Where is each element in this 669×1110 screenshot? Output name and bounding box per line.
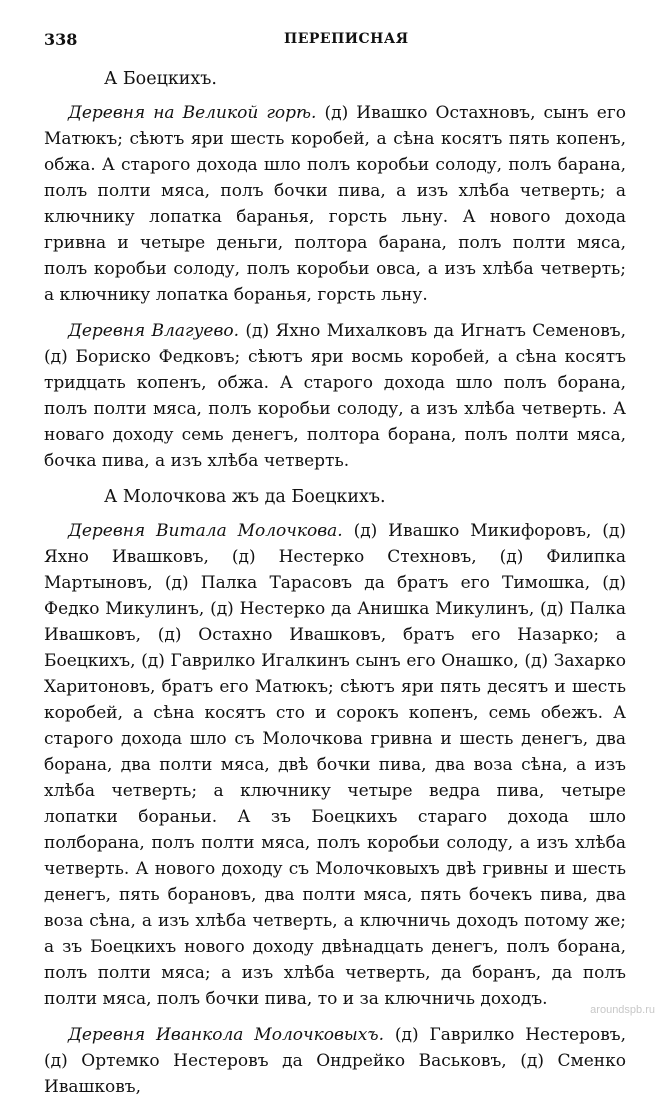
paragraph-text: (д) Ивашко Остахновъ, сынъ его Матюкъ; сѣютъ яри шесть коробей, а сѣна косятъ пять копенъ, обжа. А старого дохода шло полъ коробьи солоду, полъ барана, полъ полти мяса, полъ бочки пива, а изъ хлѣба четверть; а ключнику лопатка баранья, горсть льну. А нового дохода гривна и четыре деньги, полтора барана, полъ полти мяса, полъ коробьи солоду, полъ коробьи овса, а изъ хлѣба четверть; а ключнику лопатка боранья, горсть льну. [44, 103, 626, 305]
village-name: Деревня Иванкола Молочковыхъ. [68, 1025, 385, 1045]
village-name: Деревня Витала Молочкова. [68, 521, 343, 541]
running-head [44, 30, 626, 50]
paragraph-text: (д) Гаврилко Нестеровъ, (д) Ортемко Нестеровъ да Ондрейко Васьковъ, (д) Сменко Ивашковъ, [44, 1025, 627, 1097]
section-heading: А Боецкихъ. [104, 69, 217, 89]
watermark: aroundspb.ru [590, 1004, 655, 1016]
paragraph-velikaya-gora [44, 100, 626, 308]
section-boetskikh [44, 66, 626, 474]
paragraph-text: (д) Яхно Михалковъ да Игнатъ Семеновъ, (д) Бориско Федковъ; сѣютъ яри восмь коробей, а сѣна косятъ тридцать копенъ, обжа. А старого дохода шло полъ борана, полъ полти мяса, полъ коробьи солоду, а изъ хлѣба четверть. А новаго доходу семь денегъ, полтора борана, полъ полти мяса, бочка пива, а изъ хлѣба четверть. [44, 321, 626, 471]
section-heading: А Молочкова жъ да Боецкихъ. [104, 487, 386, 507]
section-molochkova [44, 484, 626, 1100]
paragraph-vitala-molochkova [44, 518, 626, 1012]
paragraph-vlagueva [44, 318, 626, 474]
village-name: Деревня на Великой горѣ. [68, 103, 317, 123]
book-page [44, 30, 626, 1110]
paragraph-text: (д) Ивашко Микифоровъ, (д) Яхно Ивашковъ, (д) Нестерко Стехновъ, (д) Филипка Мартыновъ, (д) Палка Тарасовъ да братъ его Тимошка, (д) Федко Микулинъ, (д) Нестерко да Анишка Микулинъ, (д) Палка Ивашковъ, (д) Остахно Ивашковъ, братъ его Назарко; а Боецкихъ, (д) Гаврилко Игалкинъ сынъ его Онашко, (д) Захарко Харитоновъ, братъ его Матюкъ; сѣютъ яри пять десятъ и шесть коробей, а сѣна косятъ сто и сорокъ копенъ, семь обежъ. А старого дохода шло съ Молочкова гривна и шесть денегъ, два борана, два полти мяса, двѣ бочки пива, два воза сѣна, а изъ хлѣба четверть; а ключнику четыре ведра пива, четыре лопатки бораньи. А зъ Боецкихъ стараго дохода шло полборана, полъ полти мяса, полъ коробьи солоду, а изъ хлѣба четверть. А нового доходу съ Молочковыхъ двѣ гривны и шесть денегъ, пять борановъ, два полти мяса, пять бочекъ пива, два воза сѣна, а изъ хлѣба четверть, а ключничь доходъ потому же; а зъ Боецкихъ нового доходу двѣнадцать денегъ, полъ борана, полъ полти мяса; а изъ хлѣба четверть, да боранъ, да полъ полти мяса, полъ бочки пива, то и за ключничь доходъ. [44, 521, 626, 1009]
paragraph-ivankola [44, 1022, 626, 1100]
village-name: Деревня Влагуево. [68, 321, 240, 341]
running-title: ПЕРЕПИСНАЯ [284, 31, 409, 47]
page-number: 338 [44, 30, 78, 49]
